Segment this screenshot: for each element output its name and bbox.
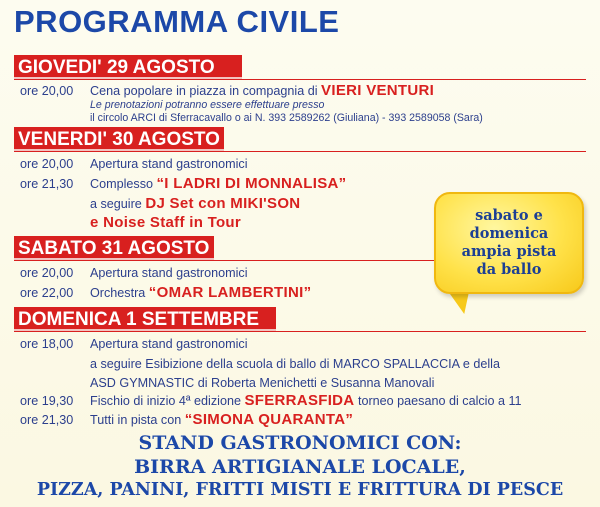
reservation-contacts: il circolo ARCI di Sferracavallo o ai N. 393 2589262 (Giuliana) - 393 2589058 (Sara) <box>90 112 483 124</box>
event-text: Apertura stand gastronomici <box>90 157 248 171</box>
day-divider <box>14 151 586 152</box>
event-text: Cena popolare in piazza in compagnia di <box>90 84 322 98</box>
event-row <box>20 284 311 302</box>
event-text: Fischio di inizio 4ª edizione <box>90 394 245 408</box>
event-time: ore 20,00 <box>20 266 74 280</box>
day-header-thursday: GIOVEDI' 29 AGOSTO <box>14 55 242 80</box>
event-highlight: SFERRASFIDA <box>244 392 355 409</box>
event-text: a seguire Esibizione della scuola di ballo di MARCO SPALLACCIA e della <box>90 357 500 371</box>
page-title: PROGRAMMA CIVILE <box>14 4 340 39</box>
bubble-line: da ballo <box>476 261 542 278</box>
event-row <box>20 175 346 193</box>
event-time: ore 21,30 <box>20 177 74 191</box>
event-text: ASD GYMNASTIC di Roberta Menichetti e Susanna Manovali <box>90 376 435 390</box>
event-text: a seguire <box>90 197 146 211</box>
day-divider <box>14 260 434 261</box>
bubble-line: ampia pista <box>461 243 557 260</box>
event-time: ore 19,30 <box>20 394 74 408</box>
event-row <box>20 355 500 373</box>
reservation-note <box>90 99 324 112</box>
bubble-text <box>462 207 557 279</box>
event-time: ore 20,00 <box>20 157 74 171</box>
event-highlight: e Noise Staff in Tour <box>90 214 242 231</box>
day-header-saturday: SABATO 31 AGOSTO <box>14 236 214 261</box>
event-row <box>20 264 248 282</box>
footer-line-3: PIZZA, PANINI, FRITTI MISTI E FRITTURA DI PESCE <box>36 480 564 500</box>
event-time: ore 22,00 <box>20 286 74 300</box>
event-time: ore 18,00 <box>20 337 74 351</box>
event-text: Complesso <box>90 177 157 191</box>
event-row <box>20 155 248 173</box>
footer-line-2: BIRRA ARTIGIANALE LOCALE, <box>134 456 466 478</box>
event-text: Tutti in pista con <box>90 413 185 427</box>
event-highlight: DJ Set con MIKI'SON <box>145 195 301 212</box>
day-header-sunday: DOMENICA 1 SETTEMBRE <box>14 307 276 332</box>
bubble-line: sabato e <box>475 207 543 224</box>
event-highlight: “OMAR LAMBERTINI” <box>148 284 312 301</box>
event-time: ore 20,00 <box>20 84 74 98</box>
dance-floor-bubble <box>434 192 584 294</box>
day-divider <box>14 79 586 80</box>
event-row <box>20 374 434 392</box>
event-row <box>20 392 522 410</box>
footer-line-1: STAND GASTRONOMICI CON: <box>138 432 462 454</box>
event-text-after: torneo paesano di calcio a 11 <box>354 394 522 408</box>
event-text: Orchestra <box>90 286 149 300</box>
event-highlight: “SIMONA QUARANTA” <box>184 411 354 428</box>
event-row <box>20 411 353 429</box>
note-italic: Le prenotazioni potranno essere effettuare presso <box>90 99 325 111</box>
bubble-line: domenica <box>469 225 549 242</box>
day-header-friday: VENERDI' 30 AGOSTO <box>14 127 224 152</box>
event-row <box>20 195 300 213</box>
event-text: Apertura stand gastronomici <box>90 337 248 351</box>
event-highlight: “I LADRI DI MONNALISA” <box>156 175 347 192</box>
event-highlight: VIERI VENTURI <box>321 82 435 99</box>
event-row <box>20 214 241 232</box>
event-text: Apertura stand gastronomici <box>90 266 248 280</box>
event-time: ore 21,30 <box>20 413 74 427</box>
event-row <box>20 335 248 353</box>
day-divider <box>14 331 586 332</box>
event-row <box>20 82 434 100</box>
